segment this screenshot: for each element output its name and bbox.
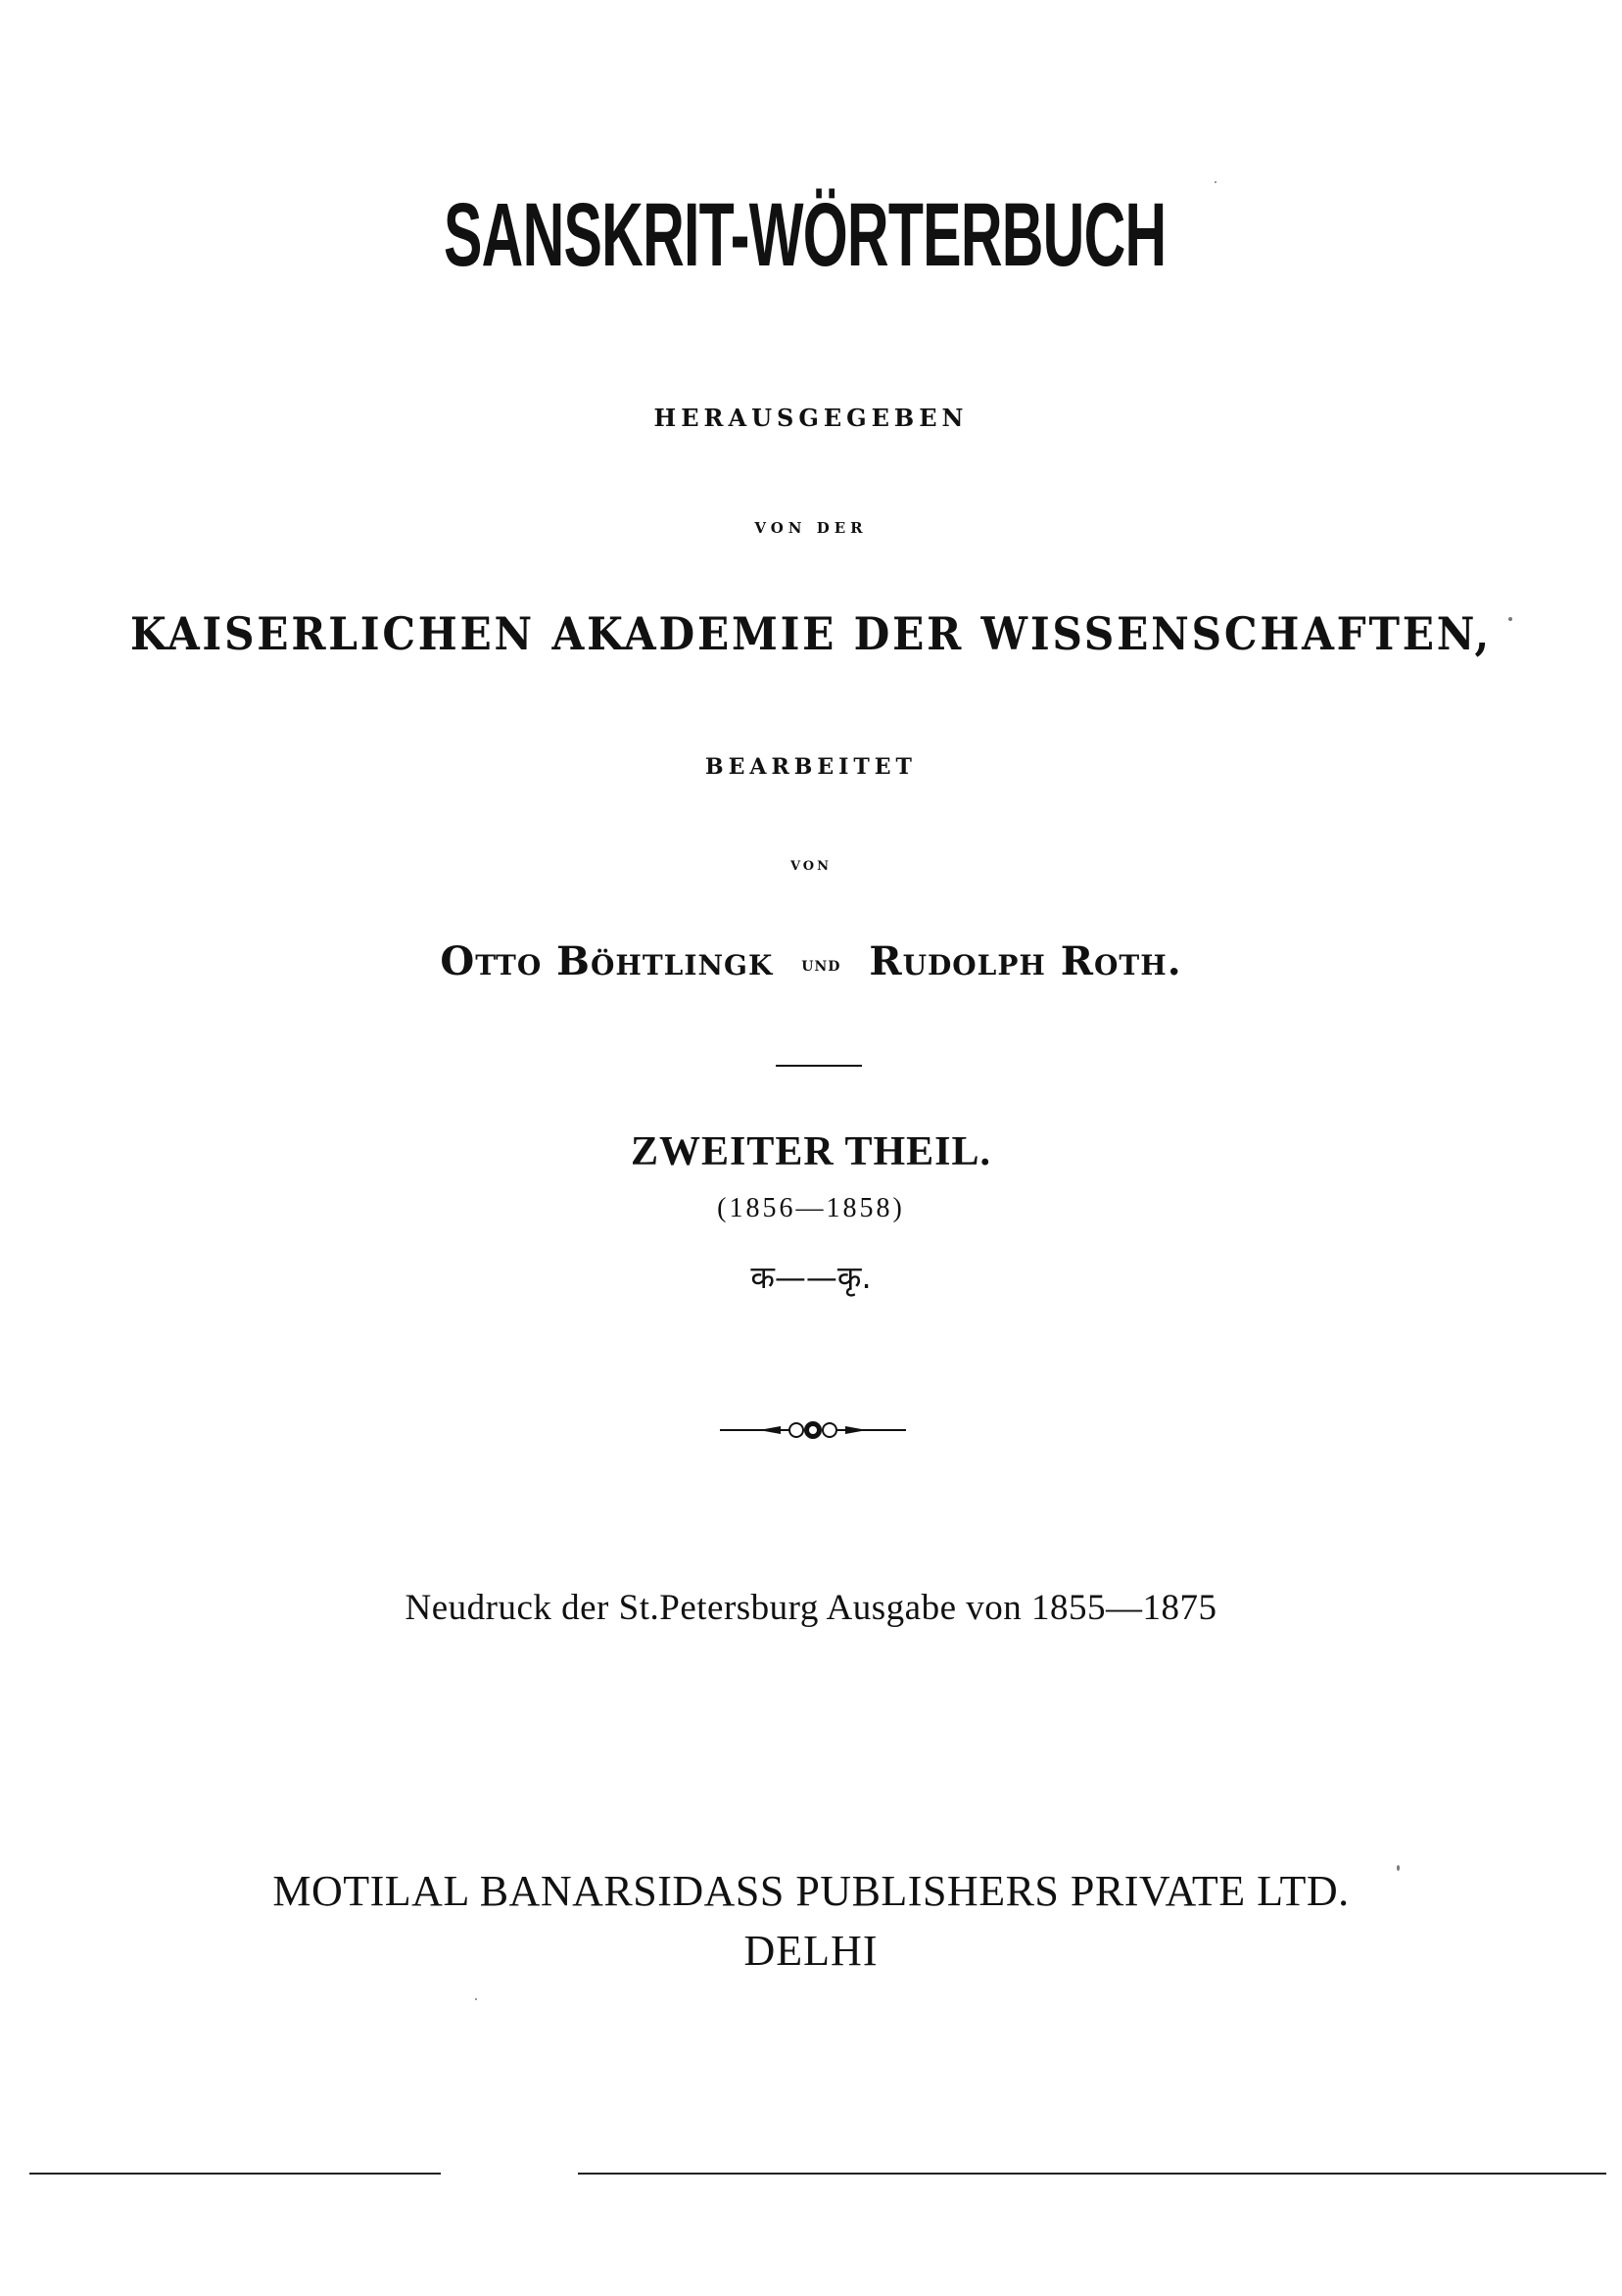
and-word: UND (801, 959, 841, 975)
scan-edge-line-right (578, 2173, 1606, 2175)
author-boehtlingk: Otto Böhtlingk (440, 938, 774, 984)
letter-range: क——कृ. (750, 1259, 872, 1296)
by-line: VON (789, 859, 833, 874)
author-roth: Rudolph Roth. (869, 938, 1182, 984)
paper-speck (475, 1998, 477, 2000)
paper-speck (1508, 617, 1512, 621)
paper-speck (1397, 1865, 1400, 1871)
publisher-name: MOTILAL BANARSIDASS PUBLISHERS PRIVATE LTD. (272, 1867, 1350, 1915)
section-divider (776, 1065, 862, 1067)
issued-line: HERAUSGEGEBEN (653, 404, 969, 432)
authors-line (0, 938, 1622, 984)
volume-title: ZWEITER THEIL. (630, 1129, 992, 1174)
paper-speck (1215, 181, 1216, 183)
ornament-flourish-icon (720, 1411, 906, 1450)
dictionary-title: SANSKRIT-WÖRTERBUCH (444, 185, 1167, 286)
reprint-note: Neudruck der St.Petersburg Ausgabe von 1855—1875 (405, 1588, 1217, 1628)
volume-years: (1856—1858) (717, 1193, 905, 1223)
scan-edge-line-left (29, 2173, 441, 2175)
publisher-city: DELHI (743, 1927, 879, 1975)
edited-line: BEARBEITET (705, 754, 917, 780)
by-the-line: VON DER (754, 519, 868, 537)
institution-name: KAISERLICHEN AKADEMIE DER WISSENSCHAFTEN, (130, 607, 1492, 660)
